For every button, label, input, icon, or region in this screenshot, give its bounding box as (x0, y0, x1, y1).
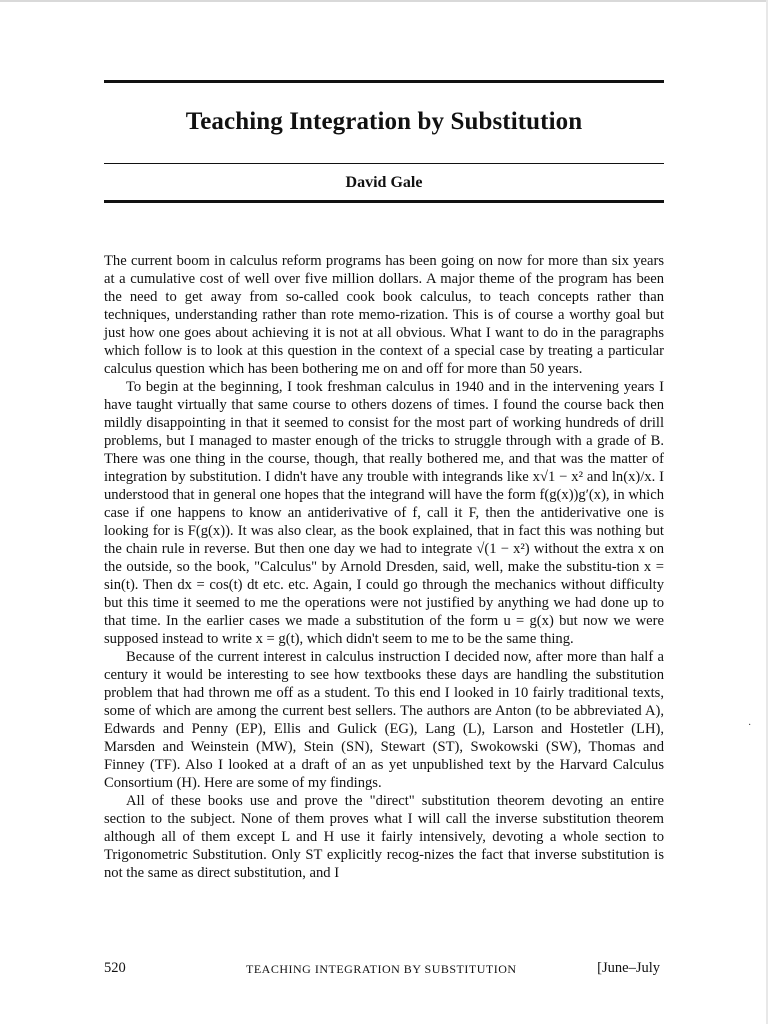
running-head: TEACHING INTEGRATION BY SUBSTITUTION (246, 962, 517, 976)
margin-mark: · (748, 720, 752, 731)
title-top-rule (104, 80, 664, 83)
page-number: 520 (104, 960, 126, 976)
article-title: Teaching Integration by Substitution (185, 108, 583, 135)
paragraph-4: All of these books use and prove the "direct" substitution theorem devoting an entire section to the subject. None of them proves what I will call the inverse substitution theorem although all of them except L and H use it fairly intensively, devoting a whole section to Trigonometric Substitution. Only ST explicitly recog-nizes the fact that inverse substitution is not the same as direct substitution, and I (104, 793, 664, 881)
issue-date: [June–July (597, 960, 660, 976)
paragraph-2: To begin at the beginning, I took freshman calculus in 1940 and in the intervening years I have taught virtually that same course to others dozens of times. I found the course back then mildly disappointing in that it seemed to consist for the most part of working hundreds of drill problems, but I managed to master enough of the tricks to struggle through with a grade of B. There was one thing in the course, though, that really bothered me, and that was the matter of integration by substitution. I didn't have any trouble with integrands like x√1 − x² and ln(x)/x. I understood that in general one hopes that the integrand will have the form f(g(x))g′(x), in which case if one happens to know an antiderivative of f, call it F, then the antiderivative one is looking for is F(g(x)). It was also clear, as the book explained, that in fact this was nothing but the chain rule in reverse. But then one day we had to integrate √(1 − x²) without the extra x on the outside, so the book, "Calculus" by Arnold Dresden, said, well, make the substitu-tion x = sin(t). Then dx = cos(t) dt etc. etc. Again, I could go through the mechanics without difficulty but this time it seemed to me the operations were not justified by anything we had done up to that time. In the earlier cases we made a substitution of the form u = g(x) but now we were supposed instead to write x = g(t), which didn't seem to me to be the same thing. (104, 379, 664, 647)
paragraph-3: Because of the current interest in calculus instruction I decided now, after more than half a century it would be interesting to see how textbooks these days are handling the substitution problem that had thrown me off as a student. To this end I looked in 10 fairly traditional texts, some of which are among the current best sellers. The authors are Anton (to be abbreviated A), Edwards and Penny (EP), Ellis and Gulick (EG), Lang (L), Larson and Hostetler (LH), Marsden and Weinstein (MW), Stein (SN), Stewart (ST), Swokowski (SW), Thomas and Finney (TF). Also I looked at a draft of an as yet unpublished text by the Harvard Calculus Consortium (H). Here are some of my findings. (104, 649, 664, 791)
author-bottom-rule (104, 200, 664, 203)
article-author: David Gale (345, 174, 423, 191)
paragraph-1: The current boom in calculus reform programs has been going on now for more than six years at a cumulative cost of well over five million dollars. A major theme of the program has been the need to get away from so-called cook book calculus, to teach concepts rather than techniques, understanding rather than rote memo-rization. This is of course a worthy goal but just how one goes about achieving it is not at all obvious. What I want to do in the paragraphs which follow is to look at this question in the context of a special case by treating a particular calculus question which has been bothering me on and off for more than 50 years. (104, 253, 664, 377)
title-bottom-rule (104, 163, 664, 164)
article-body (104, 252, 664, 882)
page-footer (104, 960, 664, 980)
scan-edge-top (0, 0, 768, 2)
